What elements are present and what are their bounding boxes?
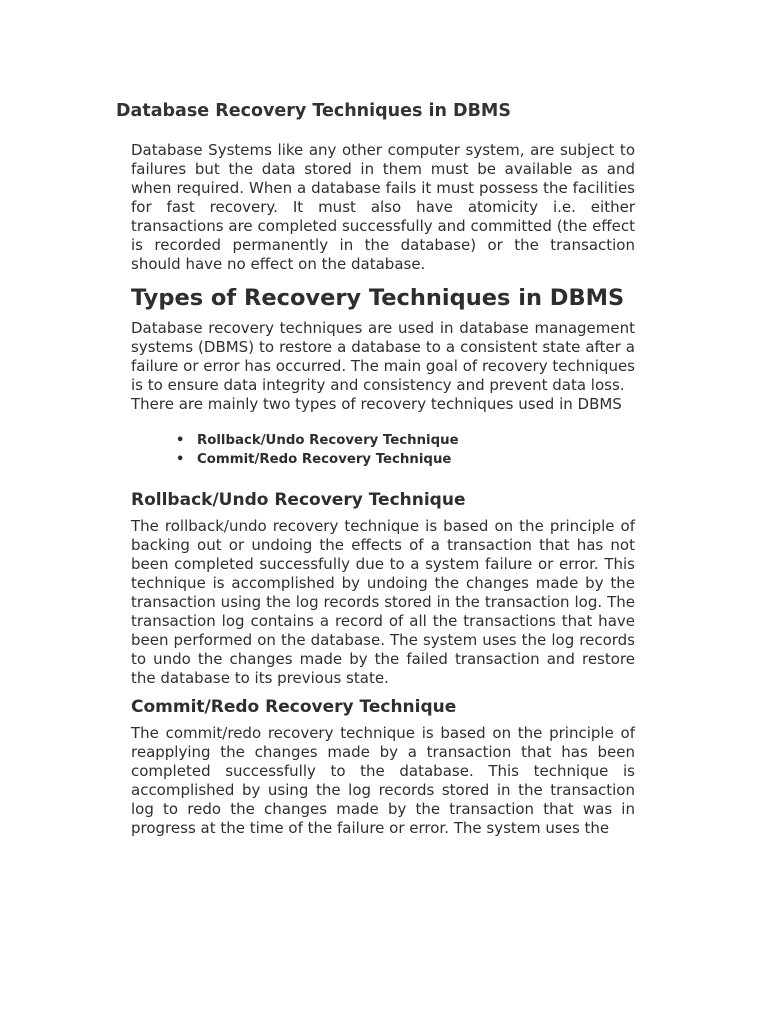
commit-heading: Commit/Redo Recovery Technique <box>131 697 457 717</box>
document-title: Database Recovery Techniques in DBMS <box>116 101 511 121</box>
intro-paragraph: Database Systems like any other computer system, are subject to failures but the data stored in them must be available as and when required. When a database fails it must possess the facilities for fast recovery. It must also have atomicity i.e. either transactions are completed successfully and committed (the effect is recorded permanently in the database) or the transaction should have no effect on the database. <box>131 141 635 273</box>
technique-list <box>131 432 635 469</box>
commit-paragraph: The commit/redo recovery technique is based on the principle of reapplying the changes made by a transaction that has been completed successfully to the database. This technique is accomplished by using the log records stored in the transaction log to redo the changes made by the transaction that was in progress at the time of the failure or error. The system uses the <box>131 724 635 837</box>
bullet-icon: • <box>176 433 185 448</box>
bullet-icon: • <box>176 451 185 467</box>
rollback-heading: Rollback/Undo Recovery Technique <box>131 490 466 510</box>
types-paragraph: Database recovery techniques are used in database management systems (DBMS) to restore a database to a consistent state after a failure or error has occurred. The main goal of recovery techniques is to ensure data integrity and consistency and prevent data loss. <box>131 319 635 394</box>
list-item-label: Rollback/Undo Recovery Technique <box>197 433 459 448</box>
list-item <box>176 451 635 470</box>
rollback-paragraph: The rollback/undo recovery technique is based on the principle of backing out or undoing the effects of a transaction that has not been completed successfully due to a system failure or error. This technique is accomplished by undoing the changes made by the transaction using the log records stored in the transaction log. The transaction log contains a record of all the transactions that have been performed on the database. The system uses the log records to undo the changes made by the failed transaction and restore the database to its previous state. <box>131 517 635 687</box>
document-body <box>131 141 635 838</box>
types-heading: Types of Recovery Techniques in DBMS <box>131 285 625 311</box>
types-count-paragraph: There are mainly two types of recovery techniques used in DBMS <box>131 395 622 413</box>
list-item-label: Commit/Redo Recovery Technique <box>197 451 452 467</box>
list-item <box>176 432 635 451</box>
